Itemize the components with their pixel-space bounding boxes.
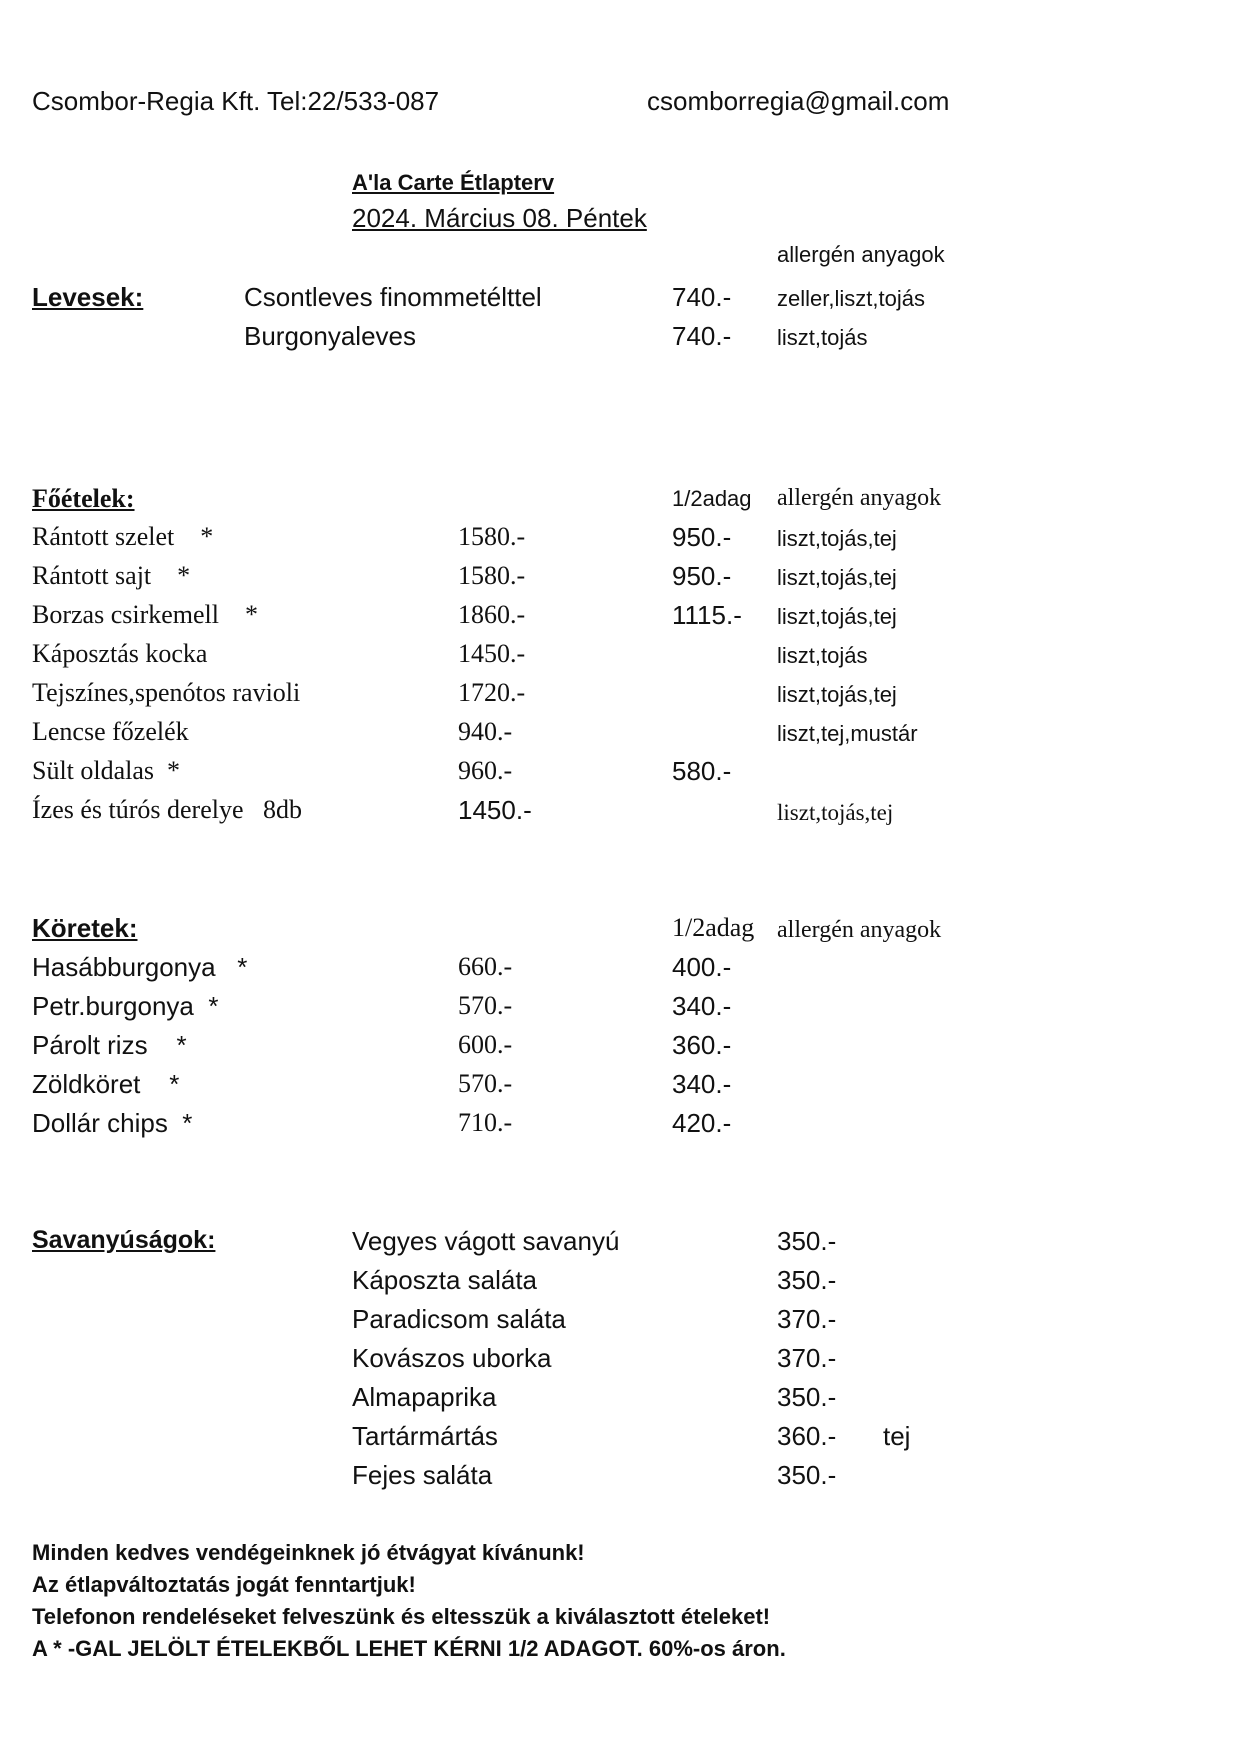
pickle-price: 350.- <box>777 1460 837 1490</box>
side-dish-name: Petr.burgonya * <box>32 991 219 1021</box>
main-dish-name: Rántott sajt * <box>32 561 191 590</box>
footer-line: Minden kedves vendégeinknek jó étvágyat kívánunk! <box>32 1540 585 1565</box>
main-dish-price: 1450.- <box>458 639 526 668</box>
pickle-name: Káposzta saláta <box>352 1265 538 1295</box>
savanyusagok-heading: Savanyúságok: <box>32 1226 216 1254</box>
menu-date: 2024. Március 08. Péntek <box>352 203 647 233</box>
main-dish-price: 960.- <box>458 756 513 785</box>
footer-line: A * -GAL JELÖLT ÉTELEKBŐL LEHET KÉRNI 1/2 ADAGOT. 60%-os áron. <box>32 1636 786 1661</box>
main-dish-price: 1580.- <box>458 522 526 551</box>
pickle-price: 360.- <box>777 1421 837 1451</box>
side-dish-name: Dollár chips * <box>32 1108 193 1138</box>
side-dish-price: 570.- <box>458 1069 513 1098</box>
side-dish-name: Párolt rizs * <box>32 1030 187 1060</box>
soup-name: Csontleves finommetélttel <box>244 282 542 312</box>
levesek-heading: Levesek: <box>32 282 144 312</box>
main-dish-price: 1580.- <box>458 561 526 590</box>
main-dish-price: 1450.- <box>458 795 532 825</box>
main-dish-price: 1860.- <box>458 600 526 629</box>
side-dish-half-price: 400.- <box>672 952 732 982</box>
main-dish-name: Tejszínes,spenótos ravioli <box>32 678 301 707</box>
pickle-price: 350.- <box>777 1265 837 1295</box>
pickle-price: 370.- <box>777 1343 837 1373</box>
company-info: Csombor-Regia Kft. Tel:22/533-087 <box>32 86 440 116</box>
main-dish-half-price: 580.- <box>672 756 732 786</box>
pickle-allergens: tej <box>883 1421 911 1451</box>
main-dish-half-price: 1115.- <box>672 600 742 630</box>
email-address: csomborregia@gmail.com <box>647 86 950 116</box>
main-dish-price: 1720.- <box>458 678 526 707</box>
side-dish-half-price: 420.- <box>672 1108 732 1138</box>
foetelek-heading: Főételek: <box>32 484 135 513</box>
side-dish-half-price: 340.- <box>672 1069 732 1099</box>
pickle-name: Kovászos uborka <box>352 1343 552 1373</box>
soup-price: 740.- <box>672 321 732 351</box>
side-dish-half-price: 360.- <box>672 1030 732 1060</box>
pickle-price: 350.- <box>777 1226 837 1256</box>
main-dish-allergens: liszt,tojás,tej <box>777 800 894 825</box>
side-dish-price: 710.- <box>458 1108 513 1137</box>
levesek-allergen-header: allergén anyagok <box>777 242 945 267</box>
soup-price: 740.- <box>672 282 732 312</box>
koretek-allergen-header: allergén anyagok <box>777 917 942 943</box>
main-dish-allergens: liszt,tojás <box>777 643 868 668</box>
main-dish-price: 940.- <box>458 717 513 746</box>
foetelek-allergen-header: allergén anyagok <box>777 485 942 511</box>
main-dish-allergens: liszt,tej,mustár <box>777 721 918 746</box>
main-dish-name: Sült oldalas * <box>32 756 181 785</box>
foetelek-half-header: 1/2adag <box>672 486 752 511</box>
main-dish-name: Borzas csirkemell * <box>32 600 258 629</box>
main-dish-name: Lencse főzelék <box>32 717 189 746</box>
menu-title: A'la Carte Étlapterv <box>352 170 555 195</box>
side-dish-half-price: 340.- <box>672 991 732 1021</box>
pickle-name: Paradicsom saláta <box>352 1304 566 1334</box>
pickle-name: Tartármártás <box>352 1421 498 1451</box>
pickle-price: 370.- <box>777 1304 837 1334</box>
pickle-name: Fejes saláta <box>352 1460 493 1490</box>
koretek-half-header: 1/2adag <box>672 913 755 942</box>
pickle-price: 350.- <box>777 1382 837 1412</box>
koretek-heading: Köretek: <box>32 913 138 943</box>
side-dish-price: 570.- <box>458 991 513 1020</box>
soup-allergens: zeller,liszt,tojás <box>777 286 925 311</box>
main-dish-name: Rántott szelet * <box>32 522 214 551</box>
footer-line: Az étlapváltoztatás jogát fenntartjuk! <box>32 1572 416 1597</box>
main-dish-allergens: liszt,tojás,tej <box>777 682 897 707</box>
soup-name: Burgonyaleves <box>244 321 416 351</box>
main-dish-half-price: 950.- <box>672 561 732 591</box>
side-dish-name: Hasábburgonya * <box>32 952 248 982</box>
main-dish-allergens: liszt,tojás,tej <box>777 526 897 551</box>
side-dish-name: Zöldköret * <box>32 1069 180 1099</box>
main-dish-name: Káposztás kocka <box>32 639 208 668</box>
soup-allergens: liszt,tojás <box>777 325 868 350</box>
main-dish-name: Ízes és túrós derelye 8db <box>32 795 303 824</box>
side-dish-price: 600.- <box>458 1030 513 1059</box>
main-dish-half-price: 950.- <box>672 522 732 552</box>
main-dish-allergens: liszt,tojás,tej <box>777 604 897 629</box>
pickle-name: Vegyes vágott savanyú <box>352 1226 620 1256</box>
side-dish-price: 660.- <box>458 952 513 981</box>
pickle-name: Almapaprika <box>352 1382 497 1412</box>
main-dish-allergens: liszt,tojás,tej <box>777 565 897 590</box>
footer-line: Telefonon rendeléseket felveszünk és eltesszük a kiválasztott ételeket! <box>32 1604 771 1629</box>
